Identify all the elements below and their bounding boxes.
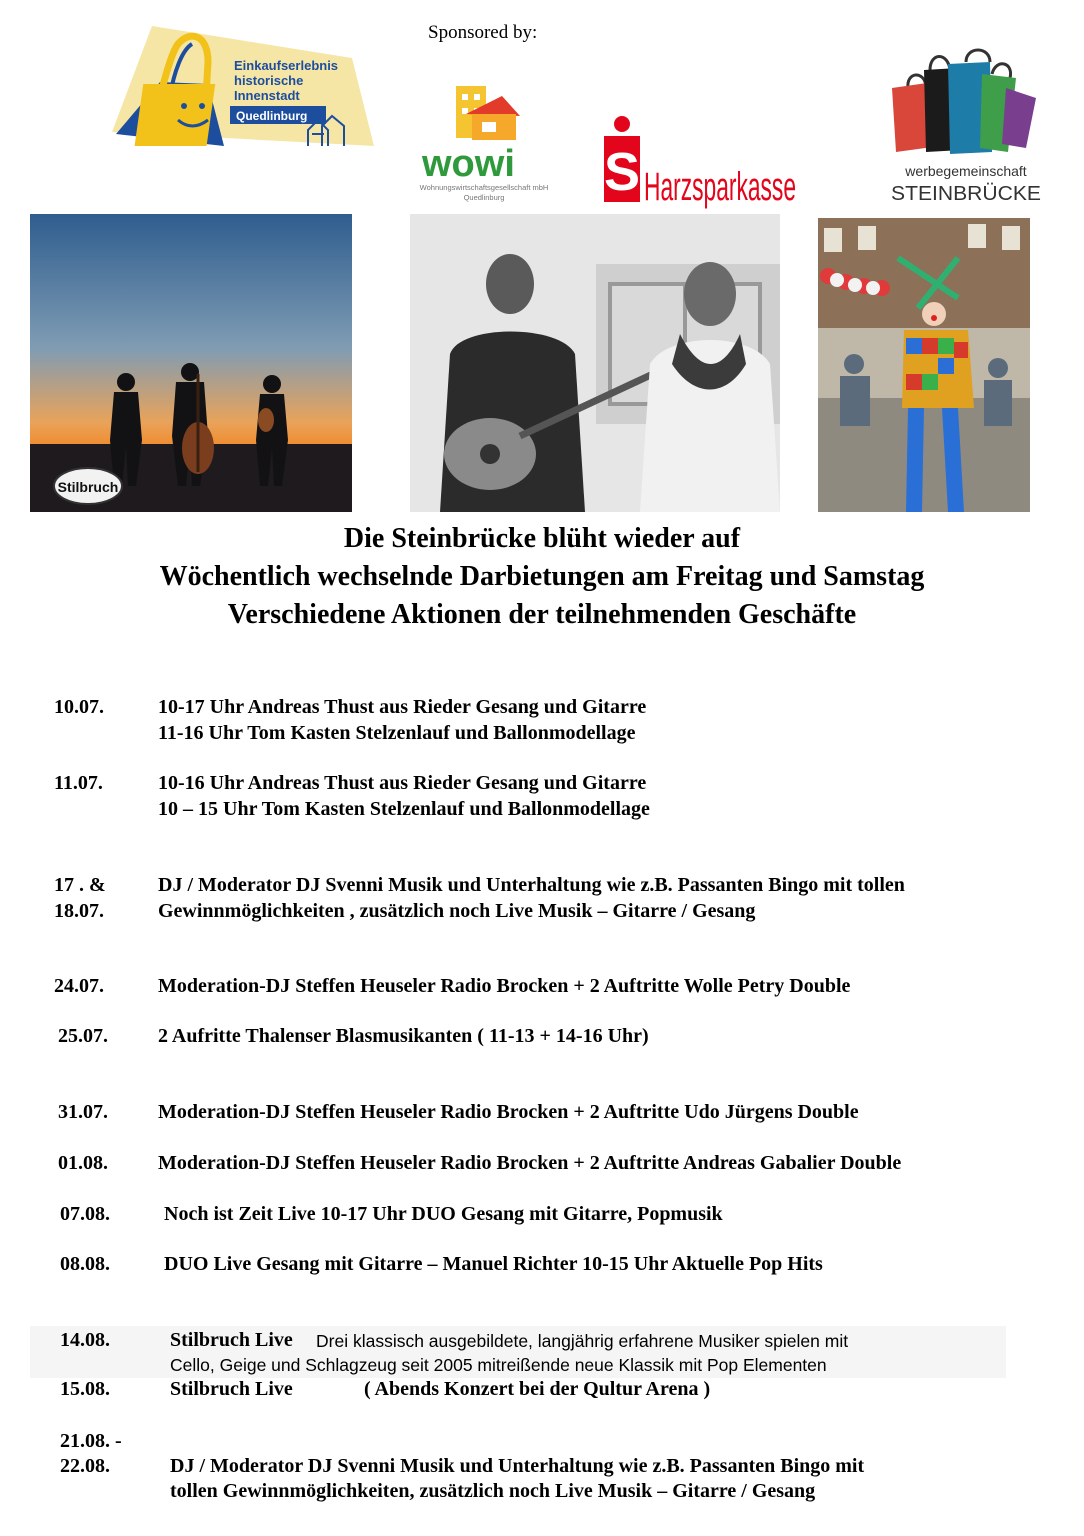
wowi-logo <box>410 82 560 206</box>
sparkasse-s-symbol: S <box>603 142 641 202</box>
steinbruecke-line2: STEINBRÜCKE <box>891 183 1041 205</box>
event-line: 10-17 Uhr Andreas Thust aus Rieder Gesang und Gitarre <box>158 696 647 718</box>
wowi-subline2: Quedlinburg <box>463 193 505 202</box>
event-line: DJ / Moderator DJ Svenni Musik und Unterhaltung wie z.B. Passanten Bingo mit tollen <box>158 874 905 896</box>
steinbruecke-logo <box>886 48 1046 208</box>
event-line: 11-16 Uhr Tom Kasten Stelzenlauf und Ballonmodellage <box>158 722 636 744</box>
harzsparkasse-logo <box>600 112 800 210</box>
einkauf-line2: historische <box>234 73 304 88</box>
headline-3: Verschiedene Aktionen der teilnehmenden Geschäfte <box>227 599 857 630</box>
event-date: 24.07. <box>54 975 104 997</box>
harzsparkasse-name: Harzsparkasse <box>644 165 796 209</box>
event-line: 2 Aufritte Thalenser Blasmusikanten ( 11-13 + 14-16 Uhr) <box>158 1025 649 1047</box>
event-date: 22.08. <box>60 1455 110 1477</box>
event-line: tollen Gewinnmöglichkeiten, zusätzlich noch Live Musik – Gitarre / Gesang <box>170 1480 816 1502</box>
event-line: 10-16 Uhr Andreas Thust aus Rieder Gesang und Gitarre <box>158 772 647 794</box>
einkaufserlebnis-logo <box>112 22 374 168</box>
event-line: 10 – 15 Uhr Tom Kasten Stelzenlauf und Ballonmodellage <box>158 798 650 820</box>
event-line: Noch ist Zeit Live 10-17 Uhr DUO Gesang mit Gitarre, Popmusik <box>164 1203 723 1225</box>
event-date: 18.07. <box>54 900 104 922</box>
einkauf-line3: Innenstadt <box>234 88 300 103</box>
steinbruecke-line1: werbegemeinschaft <box>905 163 1027 179</box>
sponsored-label: Sponsored by: <box>428 22 538 43</box>
event-date: 21.08. - <box>60 1430 122 1452</box>
event-description: Drei klassisch ausgebildete, langjährig erfahrene Musiker spielen mit <box>316 1331 849 1351</box>
einkauf-city: Quedlinburg <box>236 109 308 123</box>
einkauf-line1: Einkaufserlebnis <box>234 58 339 73</box>
wowi-subline1: Wohnungswirtschaftsgesellschaft mbH <box>419 183 549 192</box>
event-date: 11.07. <box>54 772 103 794</box>
event-date: 14.08. <box>60 1329 110 1351</box>
event-date: 31.07. <box>58 1101 108 1123</box>
event-date: 17 . & <box>54 874 106 896</box>
event-date: 08.08. <box>60 1253 110 1275</box>
event-line: Moderation-DJ Steffen Heuseler Radio Brocken + 2 Auftritte Andreas Gabalier Double <box>158 1152 902 1174</box>
event-line: DUO Live Gesang mit Gitarre – Manuel Richter 10-15 Uhr Aktuelle Pop Hits <box>164 1253 823 1275</box>
event-description: Cello, Geige und Schlagzeug seit 2005 mitreißende neue Klassik mit Pop Elementen <box>170 1355 827 1375</box>
event-line: ( Abends Konzert bei der Qultur Arena ) <box>364 1378 711 1400</box>
wowi-name: wowi <box>422 143 515 185</box>
duo-guitar-photo <box>410 214 780 512</box>
headline-2: Wöchentlich wechselnde Darbietungen am Freitag und Samstag <box>159 561 925 592</box>
event-date: 25.07. <box>58 1025 108 1047</box>
event-line: Moderation-DJ Steffen Heuseler Radio Brocken + 2 Auftritte Wolle Petry Double <box>158 975 851 997</box>
stilbruch-band-photo <box>30 214 352 512</box>
clown-stilts-photo <box>818 218 1030 512</box>
headline-1: Die Steinbrücke blüht wieder auf <box>343 523 741 554</box>
event-date: 15.08. <box>60 1378 110 1400</box>
event-line: Moderation-DJ Steffen Heuseler Radio Brocken + 2 Auftritte Udo Jürgens Double <box>158 1101 859 1123</box>
event-date: 01.08. <box>58 1152 108 1174</box>
event-line: Gewinnmöglichkeiten , zusätzlich noch Live Musik – Gitarre / Gesang <box>158 900 756 922</box>
event-line: DJ / Moderator DJ Svenni Musik und Unterhaltung wie z.B. Passanten Bingo mit <box>170 1455 865 1477</box>
event-date: 10.07. <box>54 696 104 718</box>
stilbruch-drum-text: Stilbruch <box>57 479 119 495</box>
event-title: Stilbruch Live <box>170 1378 293 1400</box>
event-title: Stilbruch Live <box>170 1329 293 1351</box>
event-date: 07.08. <box>60 1203 110 1225</box>
